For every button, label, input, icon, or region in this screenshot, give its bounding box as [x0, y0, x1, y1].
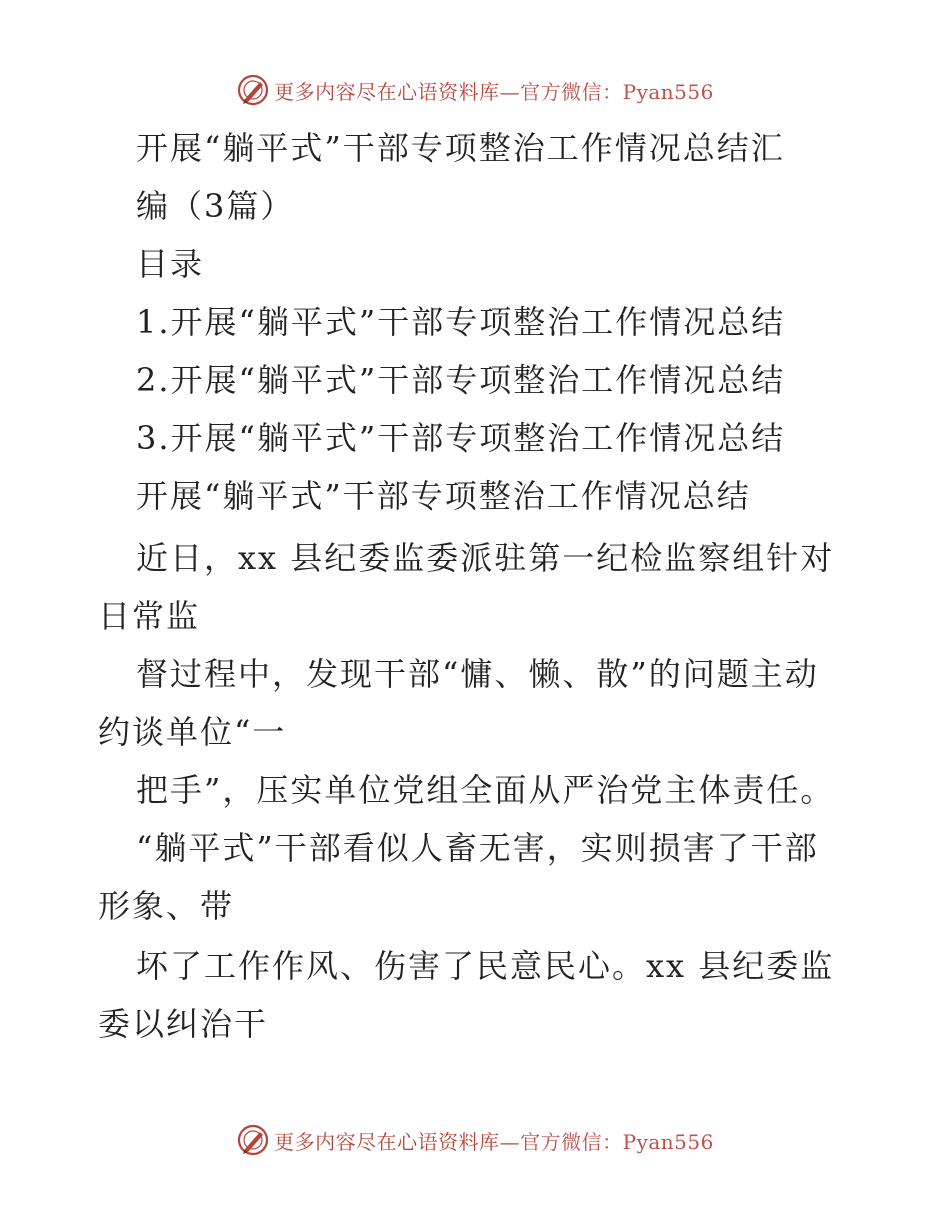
toc-heading: 目录 — [136, 245, 205, 283]
paragraph-line: “躺平式”干部看似人畜无害，实则损害了干部 — [136, 829, 819, 867]
paragraph-line: 把手”，压实单位党组全面从严治党主体责任。 — [136, 771, 835, 809]
paragraph-line: 约谈单位“一 — [98, 713, 287, 751]
section-heading: 开展“躺平式”干部专项整治工作情况总结 — [136, 477, 751, 515]
banner-separator: — — [499, 1129, 521, 1154]
header-banner — [0, 70, 950, 110]
paragraph-line: 委以纠治干 — [98, 1005, 269, 1043]
paragraph-line: 督过程中，发现干部“慵、懒、散”的问题主动 — [136, 655, 819, 693]
paragraph-line: 坏了工作作风、伤害了民意民心。xx 县纪委监 — [136, 947, 835, 985]
paragraph-line: 近日，xx 县纪委监委派驻第一纪检监察组针对 — [136, 539, 835, 577]
toc-item-1: 1.开展“躺平式”干部专项整治工作情况总结 — [136, 303, 786, 341]
banner-text — [274, 76, 714, 105]
paragraph-line: 形象、带 — [98, 887, 235, 925]
pen-logo-icon — [236, 1123, 270, 1157]
banner-text — [274, 1126, 714, 1155]
paragraph-line: 日常监 — [98, 597, 201, 635]
document-title-line-2: 编（3篇） — [136, 187, 295, 225]
banner-wechat-text: 官方微信：Pyan556 — [520, 1129, 714, 1154]
document-title-line-1: 开展“躺平式”干部专项整治工作情况总结汇 — [136, 129, 785, 167]
pen-logo-icon — [236, 73, 270, 107]
footer-banner — [0, 1120, 950, 1160]
banner-separator: — — [499, 79, 521, 104]
banner-main-text: 更多内容尽在心语资料库 — [274, 79, 500, 104]
toc-item-2: 2.开展“躺平式”干部专项整治工作情况总结 — [136, 361, 786, 399]
toc-item-3: 3.开展“躺平式”干部专项整治工作情况总结 — [136, 419, 786, 457]
banner-main-text: 更多内容尽在心语资料库 — [274, 1129, 500, 1154]
banner-wechat-text: 官方微信：Pyan556 — [520, 79, 714, 104]
